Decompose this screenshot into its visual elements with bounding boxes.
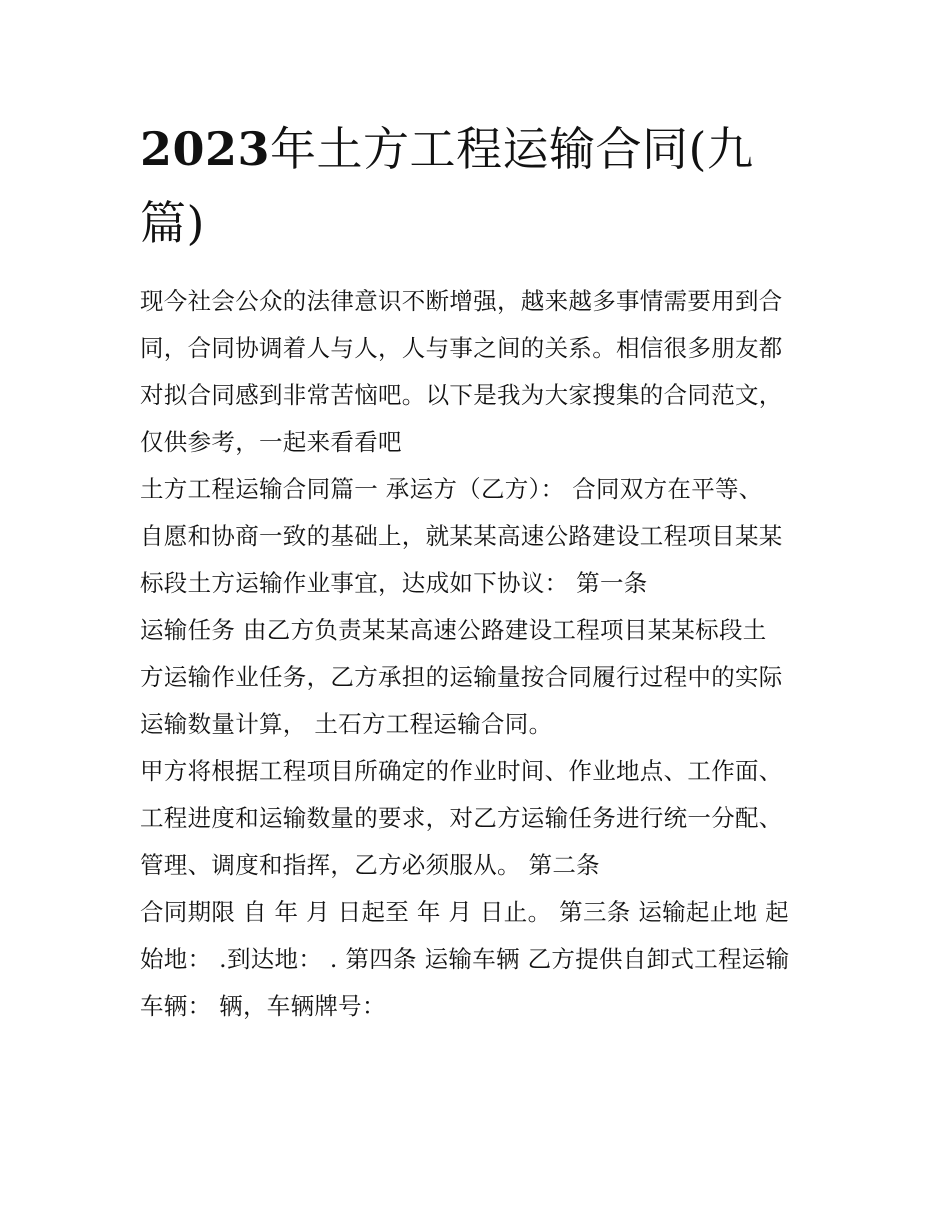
text-line: 车辆： 辆，车辆牌号： xyxy=(140,992,386,1020)
text-line: 始地： .到达地： . 第四条 运输车辆 乙方提供自卸式工程运输 xyxy=(140,945,790,973)
text-line: 运输数量计算， 土石方工程运输合同。 xyxy=(140,710,553,738)
text-line: 对拟合同感到非常苦恼吧。以下是我为大家搜集的合同范文， xyxy=(140,381,783,409)
text-line: 运输任务 由乙方负责某某高速公路建设工程项目某某标段土 xyxy=(140,616,767,644)
title-year: 2023 xyxy=(140,122,271,176)
text-line: 现今社会公众的法律意识不断增强，越来越多事情需要用到合 xyxy=(140,287,783,315)
title-text: 年土方工程运输合同(九篇) xyxy=(140,122,754,250)
document-title xyxy=(140,112,812,260)
text-line: 自愿和协商一致的基础上，就某某高速公路建设工程项目某某 xyxy=(140,522,783,550)
text-line: 甲方将根据工程项目所确定的作业时间、作业地点、工作面、 xyxy=(140,757,783,785)
text-line: 管理、调度和指挥，乙方必须服从。 第二条 xyxy=(140,851,600,879)
text-line: 土方工程运输合同篇一 承运方（乙方）： 合同双方在平等、 xyxy=(140,475,763,503)
paragraph-contract-one xyxy=(140,466,812,607)
text-line: 仅供参考，一起来看看吧 xyxy=(140,428,402,456)
text-line: 合同期限 自 年 月 日起至 年 月 日止。 第三条 运输起止地 起 xyxy=(140,898,789,926)
text-line: 方运输作业任务，乙方承担的运输量按合同履行过程中的实际 xyxy=(140,663,783,691)
document-body xyxy=(140,112,812,1030)
text-line: 工程进度和运输数量的要求，对乙方运输任务进行统一分配、 xyxy=(140,804,783,832)
paragraph-intro xyxy=(140,278,812,466)
paragraph-transport-task xyxy=(140,607,812,748)
paragraph-contract-term xyxy=(140,889,812,1030)
paragraph-party-a xyxy=(140,748,812,889)
text-line: 同，合同协调着人与人，人与事之间的关系。相信很多朋友都 xyxy=(140,334,783,362)
text-line: 标段土方运输作业事宜，达成如下协议： 第一条 xyxy=(140,569,648,597)
